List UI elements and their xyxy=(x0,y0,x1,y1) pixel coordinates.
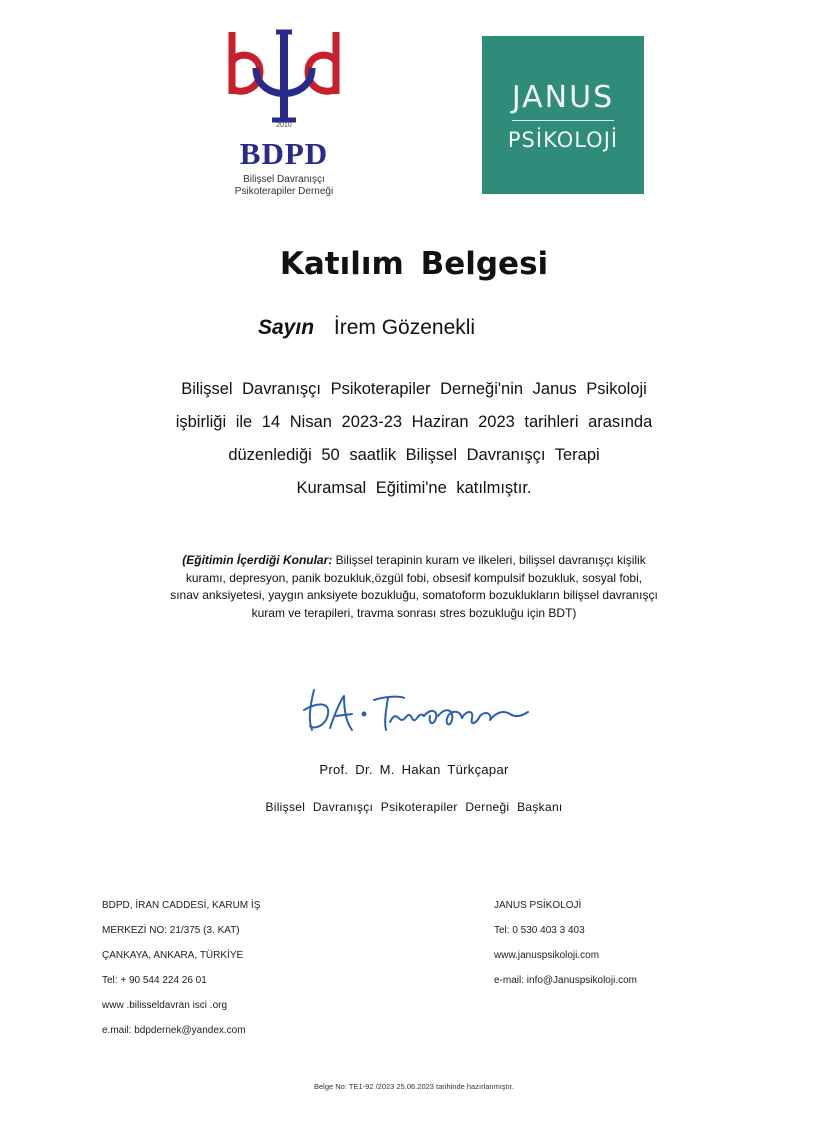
footer-left-line: ÇANKAYA, ANKARA, TÜRKİYE xyxy=(102,950,244,961)
signer-title: Bilişsel Davranışçı Psikoterapiler Derneği Başkanı xyxy=(265,800,563,814)
footer-right-email: e-mail: info@Januspsikoloji.com xyxy=(494,975,637,986)
body-line: düzenlediği 50 saatlik Bilişsel Davranışçı Terapi xyxy=(228,446,600,464)
bdpd-name-line-1: Bilişsel Davranışçı xyxy=(243,174,325,185)
bdpd-abbreviation: BDPD xyxy=(239,136,329,171)
salutation xyxy=(258,316,475,340)
salutation-prefix: Sayın xyxy=(258,316,315,339)
footer-right-line: JANUS PSİKOLOJİ xyxy=(494,900,582,911)
topics-line-2: kuramı, depresyon, panik bozukluk,özgül fobi, obsesif kompulsif bozukluk, sosyal fobi, xyxy=(185,570,643,585)
bdpd-year: 2010 xyxy=(276,122,292,129)
bdpd-logo xyxy=(218,24,350,196)
topics-line-3: sınav anksiyetesi, yaygın anksiyete bozukluğu, somatoform bozuklukların bilişsel davranışçı xyxy=(170,588,658,602)
body-line: işbirliği ile 14 Nisan 2023-23 Haziran 2023 tarihleri arasında xyxy=(175,413,653,431)
body-line: Bilişsel Davranışçı Psikoterapiler Derneği'nin Janus Psikoloji xyxy=(181,380,647,398)
footer-left-line: MERKEZİ NO: 21/375 (3. KAT) xyxy=(102,925,240,936)
footer-left-contact xyxy=(102,893,260,1043)
footer-left-website: www .bilisseldavran isci .org xyxy=(102,1000,228,1011)
body-line: Kuramsal Eğitimi'ne katılmıştır. xyxy=(296,479,532,497)
training-topics xyxy=(110,552,718,622)
janus-logo-word: JANUS xyxy=(511,80,615,115)
topics-label: (Eğitimin İçerdiği Konular: xyxy=(182,553,333,567)
footer-left-email: e.mail: bdpdernek@yandex.com xyxy=(102,1025,246,1036)
footer-left-line: Tel: + 90 544 224 26 01 xyxy=(102,975,207,986)
janus-logo xyxy=(482,36,644,194)
bdpd-name-line-2: Psikoterapiler Derneği xyxy=(234,186,334,197)
signature-icon xyxy=(300,680,540,744)
footer-right-line: Tel: 0 530 403 3 403 xyxy=(494,925,585,936)
footer-left-line: BDPD, İRAN CADDESİ, KARUM İŞ xyxy=(102,900,261,911)
bdpd-psi-emblem-icon xyxy=(218,24,350,134)
janus-logo-divider xyxy=(512,120,614,121)
signer-name: Prof. Dr. M. Hakan Türkçapar xyxy=(319,762,509,777)
document-number-note: Belge No: TE1-92 /2023 25.06.2023 tarihinde hazırlanmıştır. xyxy=(314,1082,514,1091)
certificate-title: Katılım Belgesi xyxy=(279,246,549,282)
janus-logo-subtitle: PSİKOLOJİ xyxy=(507,128,619,152)
footer-right-contact xyxy=(494,893,637,993)
footer-right-website: www.januspsikoloji.com xyxy=(494,950,600,961)
topics-line-4: kuram ve terapileri, travma sonrası stres bozukluğu için BDT) xyxy=(251,605,577,620)
certificate-body xyxy=(100,373,728,505)
topics-line-1: Bilişsel terapinin kuram ve ilkeleri, bilişsel davranışçı kişilik xyxy=(332,553,646,567)
topics-line xyxy=(110,552,718,570)
recipient-name: İrem Gözenekli xyxy=(333,316,476,339)
